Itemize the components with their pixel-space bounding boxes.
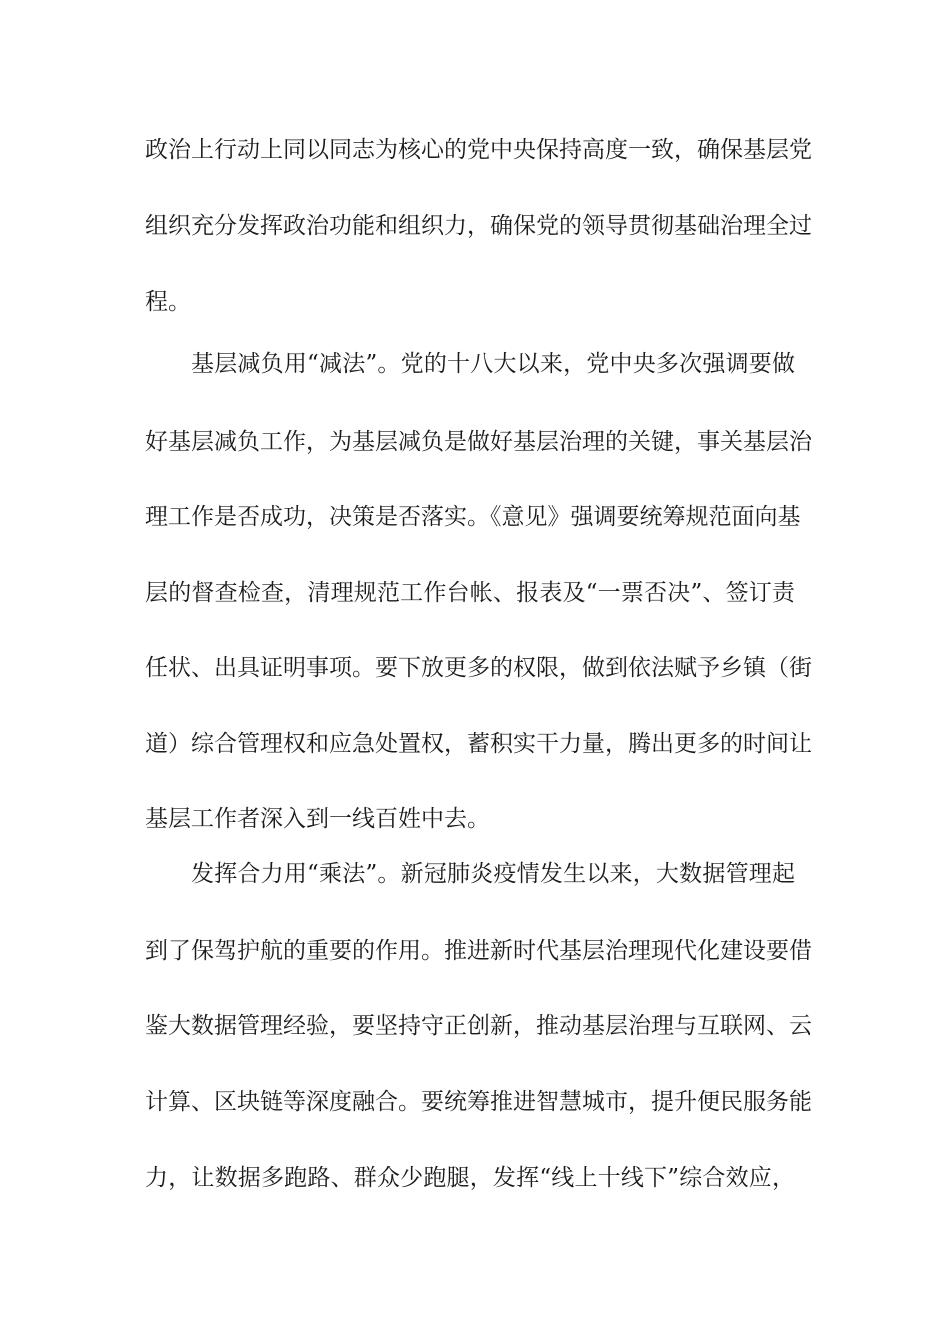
paragraph-first-line: 基层减负用“减法”。党的十八大以来，党中央多次强调要做: [191, 351, 795, 377]
text-line: 计算、区块链等深度融合。要统筹推进智慧城市，提升便民服务能: [145, 1089, 812, 1115]
text-line: 好基层减负工作，为基层减负是做好基层治理的关键，事关基层治: [145, 429, 812, 455]
text-line: 任状、出具证明事项。要下放更多的权限，做到依法赋予乡镇（街: [145, 655, 812, 681]
text-line: 程。: [145, 289, 191, 315]
text-line: 层的督查检查，清理规范工作台帐、报表及“一票否决”、签订责: [145, 580, 795, 606]
paragraph-first-line: 发挥合力用“乘法”。新冠肺炎疫情发生以来，大数据管理起: [191, 861, 795, 887]
text-line: 鉴大数据管理经验，要坚持守正创新，推动基层治理与互联网、云: [145, 1013, 812, 1039]
text-line: 到了保驾护航的重要的作用。推进新时代基层治理现代化建设要借: [145, 938, 812, 964]
text-line: 力，让数据多跑路、群众少跑腿，发挥“线上十线下”综合效应，: [145, 1165, 795, 1191]
text-line: 道）综合管理权和应急处置权，蓄积实干力量，腾出更多的时间让: [145, 731, 812, 757]
text-line: 基层工作者深入到一线百姓中去。: [145, 806, 490, 832]
text-line: 政治上行动上同以同志为核心的党中央保持高度一致，确保基层党: [145, 137, 812, 163]
text-line: 组织充分发挥政治功能和组织力，确保党的领导贯彻基础治理全过: [145, 213, 812, 239]
text-line: 理工作是否成功，决策是否落实。《意见》强调要统筹规范面向基: [145, 504, 801, 530]
